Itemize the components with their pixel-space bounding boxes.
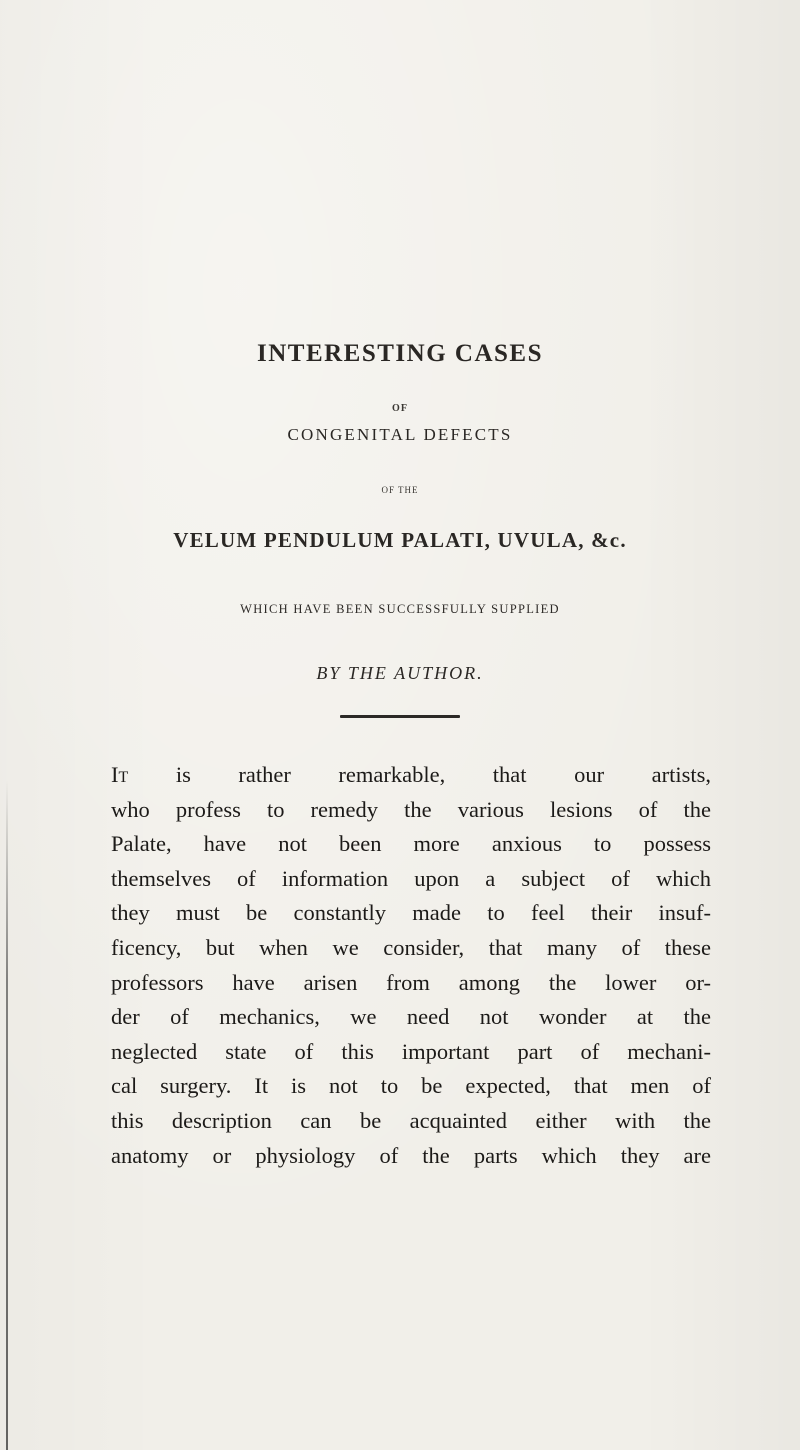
body-line: this description can be acquainted either with the bbox=[111, 1107, 711, 1133]
body-line-text: is rather remarkable, that our artists, bbox=[175, 762, 711, 787]
title-velum-pendulum: VELUM PENDULUM PALATI, UVULA, &c. bbox=[173, 528, 627, 552]
body-line: neglected state of this important part of mechani- bbox=[111, 1038, 711, 1064]
title-interesting-cases: INTERESTING CASES bbox=[256, 340, 543, 367]
first-word: It bbox=[111, 762, 129, 787]
body-line: der of mechanics, we need not wonder at the bbox=[111, 1004, 711, 1030]
title-by-the-author: BY THE AUTHOR. bbox=[316, 663, 484, 683]
title-congenital-defects: CONGENITAL DEFECTS bbox=[287, 425, 513, 444]
body-line: ficency, but when we consider, that many of these bbox=[111, 934, 711, 960]
body-line: themselves of information upon a subject of which bbox=[111, 865, 711, 891]
title-of-the: OF THE bbox=[381, 485, 419, 495]
body-line: professors have arisen from among the lower or- bbox=[111, 969, 711, 995]
body-line: anatomy or physiology of the parts which they are bbox=[111, 1142, 711, 1168]
page-edge-shadow bbox=[6, 780, 8, 1450]
title-of: OF bbox=[392, 403, 408, 414]
body-line: cal surgery. It is not to be expected, that men of bbox=[111, 1073, 711, 1099]
title-divider-rule bbox=[340, 715, 460, 718]
body-line bbox=[111, 758, 711, 793]
body-line: who profess to remedy the various lesions of the bbox=[111, 796, 711, 822]
body-paragraph bbox=[111, 758, 711, 1173]
title-successfully-supplied: WHICH HAVE BEEN SUCCESSFULLY SUPPLIED bbox=[240, 602, 560, 616]
body-line: Palate, have not been more anxious to possess bbox=[111, 831, 711, 857]
body-line: they must be constantly made to feel their insuf- bbox=[111, 900, 711, 926]
